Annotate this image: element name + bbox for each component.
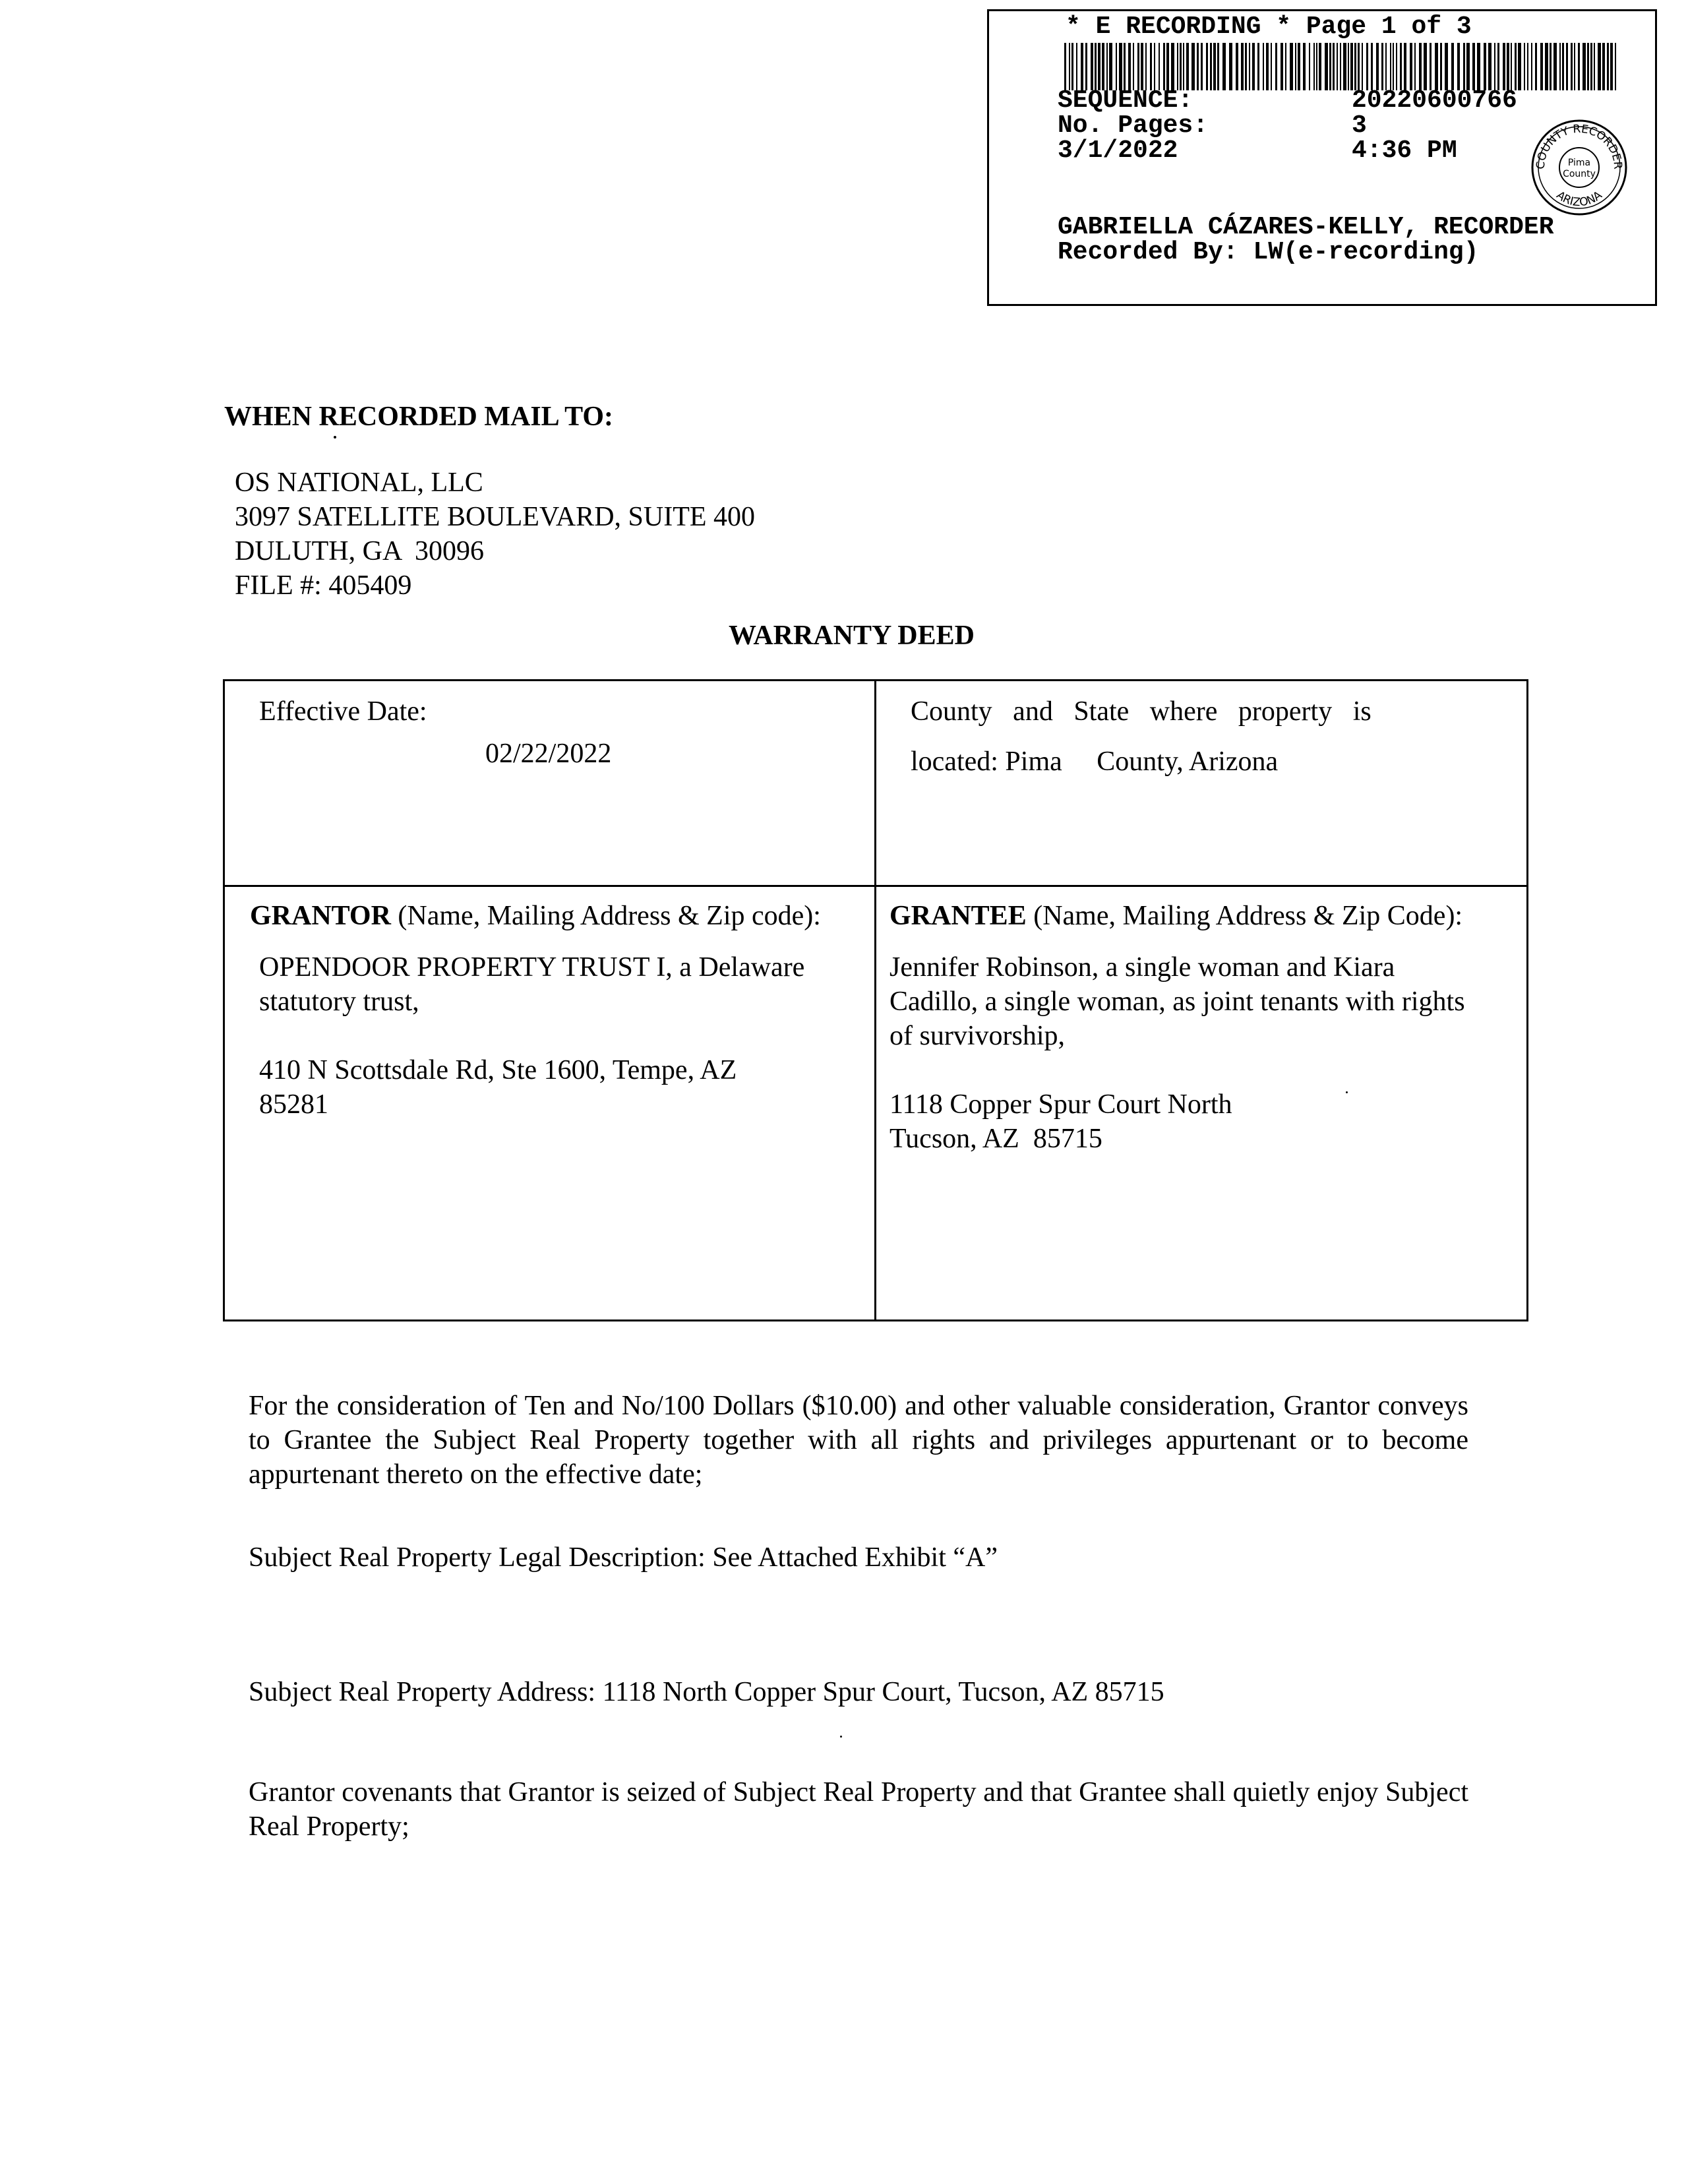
grantee-line: Tucson, AZ 85715 [889, 1124, 1102, 1154]
grantor-label-rest: (Name, Mailing Address & Zip code): [390, 901, 821, 931]
county-state-line1: County and State where property is [911, 696, 1372, 727]
seal-center-line1: Pima [1567, 158, 1591, 168]
covenant-paragraph: Grantor covenants that Grantor is seized of Subject Real Property and that Grantee shall quietly enjoy Subject Real Property; [249, 1777, 1468, 1842]
county-recorder-seal [1530, 118, 1629, 217]
recording-stamp [987, 9, 1657, 306]
mail-to-heading: WHEN RECORDED MAIL TO: [224, 402, 614, 432]
pages-value: 3 [1352, 111, 1367, 140]
grantor-line: OPENDOOR PROPERTY TRUST I, a Delaware [259, 952, 805, 983]
stray-dot [1346, 1091, 1348, 1093]
grantee-line: Cadillo, a single woman, as joint tenants with rights [889, 986, 1465, 1017]
mail-to-line: 3097 SATELLITE BOULEVARD, SUITE 400 [235, 502, 756, 532]
recorder-name: GABRIELLA CÁZARES-KELLY, RECORDER [1058, 213, 1554, 241]
seal-bottom-text: ARIZONA [1553, 189, 1605, 210]
grantee-line: 1118 Copper Spur Court North [889, 1089, 1232, 1120]
grantee-line: Jennifer Robinson, a single woman and Kiara [889, 952, 1395, 983]
grantee-heading [889, 899, 1462, 933]
svg-text:ARIZONA [1553, 189, 1604, 209]
barcode [1064, 43, 1618, 90]
seal-center-line2: County [1563, 169, 1596, 179]
recorded-by: Recorded By: LW(e-recording) [1058, 238, 1479, 266]
record-date: 3/1/2022 [1058, 136, 1178, 165]
mail-to-line: DULUTH, GA 30096 [235, 536, 484, 566]
grantor-label: GRANTOR [250, 901, 391, 931]
county-state-line2: located: Pima County, Arizona [911, 746, 1279, 777]
stray-dot [334, 436, 336, 439]
sequence-label: SEQUENCE: [1058, 86, 1193, 115]
legal-description-paragraph: Subject Real Property Legal Description: See Attached Exhibit “A” [249, 1542, 998, 1573]
mail-to-line: OS NATIONAL, LLC [235, 468, 483, 498]
mail-to-line: FILE #: 405409 [235, 570, 412, 601]
grantor-line: 410 N Scottsdale Rd, Ste 1600, Tempe, AZ [259, 1055, 737, 1085]
grantor-line: statutory trust, [259, 986, 419, 1017]
pages-label: No. Pages: [1058, 111, 1209, 140]
record-time: 4:36 PM [1352, 136, 1457, 165]
effective-date-label: Effective Date: [259, 696, 427, 727]
consideration-paragraph: For the consideration of Ten and No/100 Dollars ($10.00) and other valuable consideration, Grantor conveys to Grantee the Subject Real Property together with all rights and privileges appurtenant or to become appurtenant thereto on the effective date; [249, 1391, 1468, 1490]
document-title: WARRANTY DEED [729, 621, 975, 651]
grantor-line: 85281 [259, 1089, 328, 1120]
grantee-label-rest: (Name, Mailing Address & Zip Code): [1026, 901, 1463, 931]
grantor-heading [250, 899, 821, 933]
grantee-label: GRANTEE [889, 901, 1027, 931]
stray-dot [840, 1736, 842, 1738]
effective-date-value: 02/22/2022 [485, 739, 612, 769]
grantee-line: of survivorship, [889, 1021, 1065, 1051]
table-row-divider [225, 885, 1526, 887]
property-address-paragraph: Subject Real Property Address: 1118 North Copper Spur Court, Tucson, AZ 85715 [249, 1677, 1164, 1707]
sequence-value: 20220600766 [1352, 86, 1517, 115]
recording-line: * E RECORDING * Page 1 of 3 [1066, 13, 1472, 41]
deed-info-table [223, 679, 1528, 1321]
seal-top-text: COUNTY RECORDER [1534, 122, 1625, 170]
table-column-divider [874, 681, 876, 1320]
